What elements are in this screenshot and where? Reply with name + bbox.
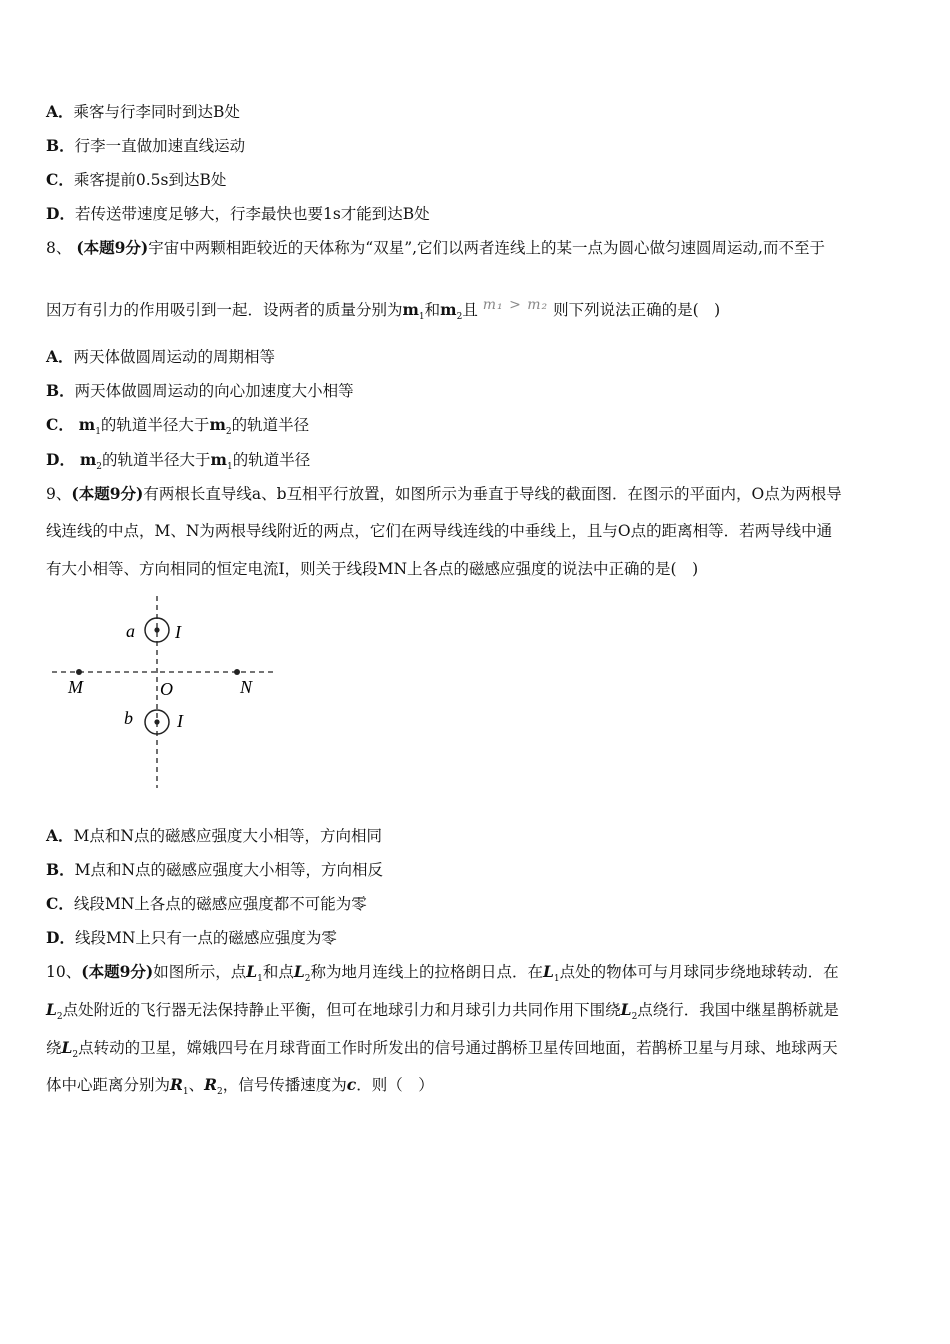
option-letter: C． bbox=[46, 415, 74, 434]
subscript: 1 bbox=[95, 427, 101, 438]
l-symbol: L bbox=[46, 1000, 57, 1019]
r-symbol: R bbox=[204, 1075, 218, 1094]
q9-option-c bbox=[46, 894, 367, 914]
subscript: 2 bbox=[631, 1012, 638, 1023]
label-a: a bbox=[126, 621, 135, 641]
option-text: 乘客与行李同时到达B处 bbox=[73, 103, 240, 121]
subscript: 2 bbox=[217, 1087, 223, 1098]
question-number: 8、 bbox=[46, 239, 72, 257]
stem-text: 有大小相等、方向相同的恒定电流I，则关于线段MN上各点的磁感应强度的说法中正确的是( ) bbox=[46, 560, 699, 578]
wire-cross-section-figure bbox=[44, 592, 284, 792]
option-letter: B． bbox=[46, 136, 75, 155]
option-text: 乘客提前0.5s到达B处 bbox=[73, 171, 227, 189]
label-current-a: I bbox=[175, 622, 181, 642]
stem-text: 点绕行．我国中继星鹊桥就是 bbox=[637, 1001, 839, 1019]
q9-stem-line3 bbox=[46, 559, 698, 579]
label-current-b: I bbox=[177, 711, 183, 731]
q7-option-b bbox=[46, 136, 245, 156]
subscript: 2 bbox=[225, 427, 232, 438]
option-text: 线段MN上各点的磁感应强度都不可能为零 bbox=[73, 895, 367, 913]
stem-text: 点处的物体可与月球同步绕地球转动．在 bbox=[559, 963, 839, 981]
question-points: (本题9分) bbox=[81, 962, 154, 981]
q10-stem-line1 bbox=[46, 962, 839, 989]
q8-option-b bbox=[46, 381, 354, 401]
q8-option-d bbox=[46, 450, 310, 477]
stem-text: 且 bbox=[462, 301, 478, 319]
stem-text: 有两根长直导线a、b互相平行放置，如图所示为垂直于导线的截面图．在图示的平面内，O点为两根导 bbox=[143, 485, 842, 503]
m-symbol: m bbox=[78, 415, 96, 434]
subscript: 2 bbox=[56, 1012, 63, 1023]
stem-text: 则下列说法正确的是( ) bbox=[553, 301, 721, 319]
option-letter: A． bbox=[46, 347, 74, 366]
q10-stem-line3 bbox=[46, 1038, 838, 1065]
m-symbol: m bbox=[209, 415, 226, 434]
stem-text: 和点 bbox=[262, 963, 294, 981]
l-symbol: L bbox=[620, 1000, 632, 1019]
q10-stem-line2 bbox=[46, 1000, 839, 1027]
option-text: 的轨道半径大于 bbox=[102, 451, 211, 469]
stem-text: ．则（ ） bbox=[356, 1076, 434, 1094]
subscript: 2 bbox=[304, 974, 311, 985]
q8-stem-line1 bbox=[46, 238, 825, 258]
option-text: 若传送带速度足够大，行李最快也要1s才能到达B处 bbox=[74, 205, 430, 223]
m-symbol: m bbox=[440, 300, 457, 319]
wire-a-current-dot bbox=[154, 627, 159, 632]
l-symbol: L bbox=[293, 962, 305, 981]
c-symbol: c bbox=[346, 1075, 357, 1094]
q7-option-a bbox=[46, 102, 240, 122]
option-text: 的轨道半径 bbox=[231, 416, 310, 434]
stem-text: 如图所示，点 bbox=[153, 963, 247, 981]
m-symbol: m bbox=[402, 300, 419, 319]
option-text: 两天体做圆周运动的向心加速度大小相等 bbox=[74, 382, 354, 400]
m-symbol: m bbox=[210, 450, 227, 469]
option-letter: D． bbox=[46, 450, 75, 469]
wire-b-current-dot bbox=[154, 719, 159, 724]
q8-stem-line2 bbox=[46, 297, 721, 327]
option-letter: A． bbox=[46, 826, 74, 845]
subscript: 1 bbox=[553, 974, 560, 985]
m-symbol: m bbox=[79, 450, 97, 469]
option-text: M点和N点的磁感应强度大小相等，方向相同 bbox=[73, 827, 382, 845]
q9-stem-line2 bbox=[46, 521, 832, 541]
stem-text: 称为地月连线上的拉格朗日点．在 bbox=[310, 963, 544, 981]
stem-text: 线连线的中点，M、N为两根导线附近的两点，它们在两导线连线的中垂线上，且与O点的距离相等．若两导线中通 bbox=[46, 522, 833, 540]
l-symbol: L bbox=[61, 1038, 73, 1057]
r-symbol: R bbox=[170, 1075, 183, 1094]
question-points: (本题9分) bbox=[71, 484, 144, 503]
stem-text: 、 bbox=[188, 1076, 205, 1094]
option-text: M点和N点的磁感应强度大小相等，方向相反 bbox=[74, 861, 384, 879]
q9-option-b bbox=[46, 860, 383, 880]
label-o: O bbox=[160, 679, 173, 699]
option-letter: C． bbox=[46, 894, 74, 913]
q7-option-d bbox=[46, 204, 430, 224]
stem-text: 绕 bbox=[46, 1039, 62, 1057]
option-letter: B． bbox=[46, 860, 75, 879]
option-letter: B． bbox=[46, 381, 75, 400]
subscript: 2 bbox=[96, 462, 103, 473]
label-n: N bbox=[240, 677, 253, 697]
label-m: M bbox=[68, 677, 83, 697]
stem-text: 宇宙中两颗相距较近的天体称为“双星”,它们以两者连线上的某一点为圆心做匀速圆周运动,而不至于 bbox=[148, 239, 825, 257]
mass-inequality-image: m₁ > m₂ bbox=[482, 297, 549, 313]
option-text: 的轨道半径 bbox=[232, 451, 311, 469]
option-letter: A． bbox=[46, 102, 74, 121]
subscript: 1 bbox=[257, 974, 263, 985]
subscript: 1 bbox=[226, 462, 233, 473]
question-points: (本题9分) bbox=[76, 238, 149, 257]
stem-text: 点转动的卫星，嫦娥四号在月球背面工作时所发出的信号通过鹊桥卫星传回地面，若鹊桥卫星与月球、地球两天 bbox=[78, 1039, 838, 1057]
q9-option-d bbox=[46, 928, 337, 948]
subscript: 1 bbox=[182, 1087, 189, 1098]
question-number: 9、 bbox=[46, 485, 72, 503]
option-letter: D． bbox=[46, 204, 75, 223]
q9-stem-line1 bbox=[46, 484, 842, 504]
stem-text: ，信号传播速度为 bbox=[222, 1076, 347, 1094]
option-letter: D． bbox=[46, 928, 75, 947]
stem-text: 体中心距离分别为 bbox=[46, 1076, 171, 1094]
option-text: 行李一直做加速直线运动 bbox=[74, 137, 246, 155]
option-letter: C． bbox=[46, 170, 74, 189]
point-n-dot bbox=[234, 669, 240, 675]
option-text: 两天体做圆周运动的周期相等 bbox=[73, 348, 276, 366]
stem-text: 因万有引力的作用吸引到一起．设两者的质量分别为 bbox=[46, 301, 403, 319]
subscript: 1 bbox=[418, 312, 425, 323]
q8-option-c bbox=[46, 415, 309, 442]
label-b: b bbox=[124, 708, 133, 728]
q9-option-a bbox=[46, 826, 382, 846]
q7-option-c bbox=[46, 170, 226, 190]
option-text: 线段MN上只有一点的磁感应强度为零 bbox=[74, 929, 337, 947]
subscript: 2 bbox=[72, 1050, 79, 1061]
option-text: 的轨道半径大于 bbox=[100, 416, 210, 434]
stem-text: 点处附近的飞行器无法保持静止平衡，但可在地球引力和月球引力共同作用下围绕 bbox=[62, 1001, 621, 1019]
subscript: 2 bbox=[456, 312, 463, 323]
stem-text: 和 bbox=[424, 301, 441, 319]
l-symbol: L bbox=[246, 962, 258, 981]
l-symbol: L bbox=[543, 962, 554, 981]
question-number: 10、 bbox=[46, 963, 82, 981]
q8-option-a bbox=[46, 347, 275, 367]
point-m-dot bbox=[76, 669, 82, 675]
q10-stem-line4 bbox=[46, 1075, 434, 1102]
